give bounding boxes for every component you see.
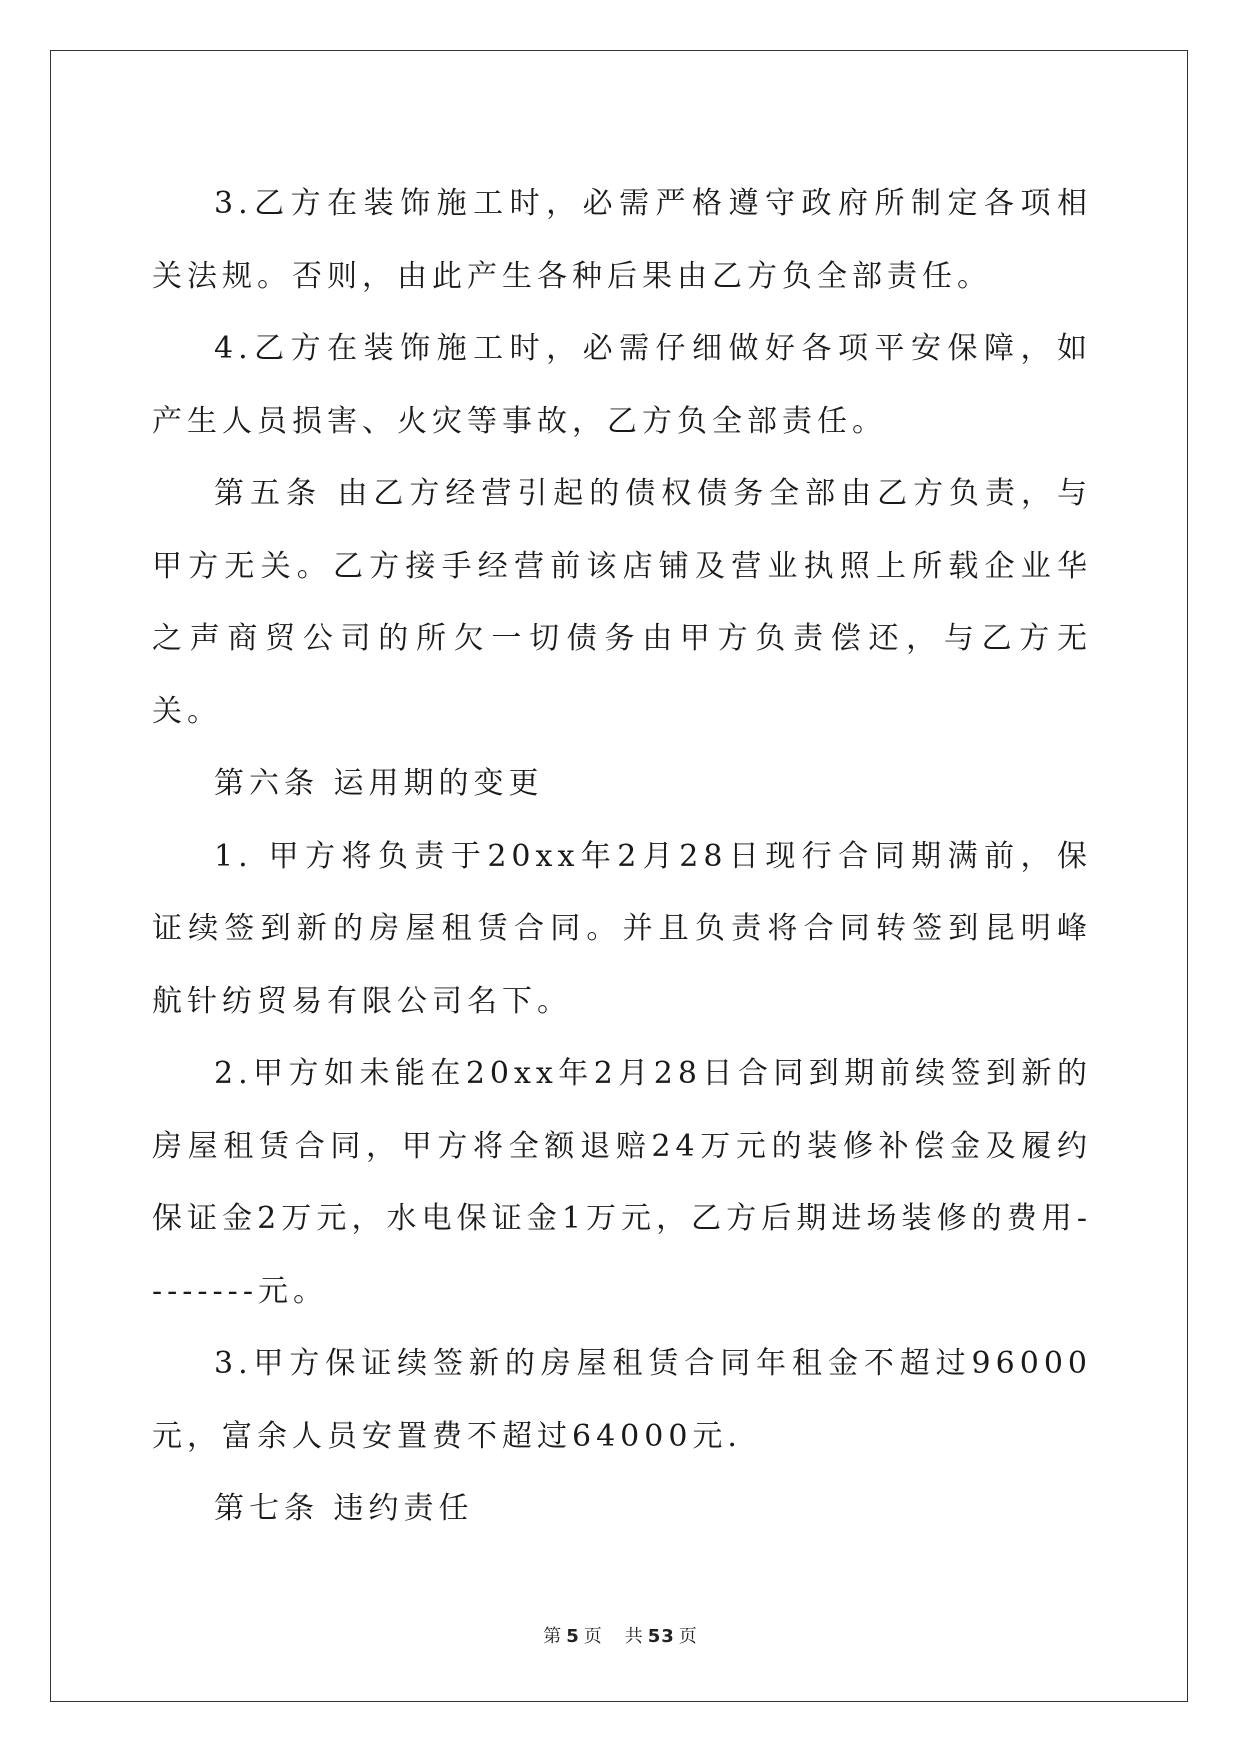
paragraph-article-5: 第五条 由乙方经营引起的债权债务全部由乙方负责，与甲方无关。乙方接手经营前该店铺及营业执照上所载企业华之声商贸公司的所欠一切债务由甲方负责偿还，与乙方无关。: [152, 476, 1092, 729]
total-prefix: 共: [624, 1626, 644, 1647]
page-suffix: 页: [583, 1626, 603, 1647]
page-number: 5: [566, 1626, 580, 1647]
heading-article-6: 第六条 运用期的变更: [214, 766, 544, 801]
document-body: [152, 168, 1092, 1546]
paragraph-clause-6-3: 3.甲方保证续签新的房屋租赁合同年租金不超过96000元，富余人员安置费不超过64000元.: [152, 1346, 1092, 1454]
paragraph-clause-6-2: 2.甲方如未能在20xx年2月28日合同到期前续签到新的房屋租赁合同，甲方将全额退赔24万元的装修补偿金及履约保证金2万元，水电保证金1万元，乙方后期进场装修的费用--------元。: [152, 1056, 1092, 1309]
total-pages: 53: [647, 1626, 675, 1647]
paragraph-clause-4-4: 4.乙方在装饰施工时，必需仔细做好各项平安保障，如产生人员损害、火灾等事故，乙方负全部责任。: [152, 331, 1092, 439]
page-footer: [0, 1622, 1241, 1648]
total-suffix: 页: [678, 1626, 698, 1647]
paragraph-clause-6-1: 1. 甲方将负责于20xx年2月28日现行合同期满前，保证续签到新的房屋租赁合同。并且负责将合同转签到昆明峰航针纺贸易有限公司名下。: [152, 838, 1092, 1019]
paragraph-clause-4-3: 3.乙方在装饰施工时，必需严格遵守政府所制定各项相关法规。否则，由此产生各种后果由乙方负全部责任。: [152, 186, 1092, 294]
heading-article-7: 第七条 违约责任: [214, 1491, 474, 1526]
page-prefix: 第: [543, 1626, 563, 1647]
